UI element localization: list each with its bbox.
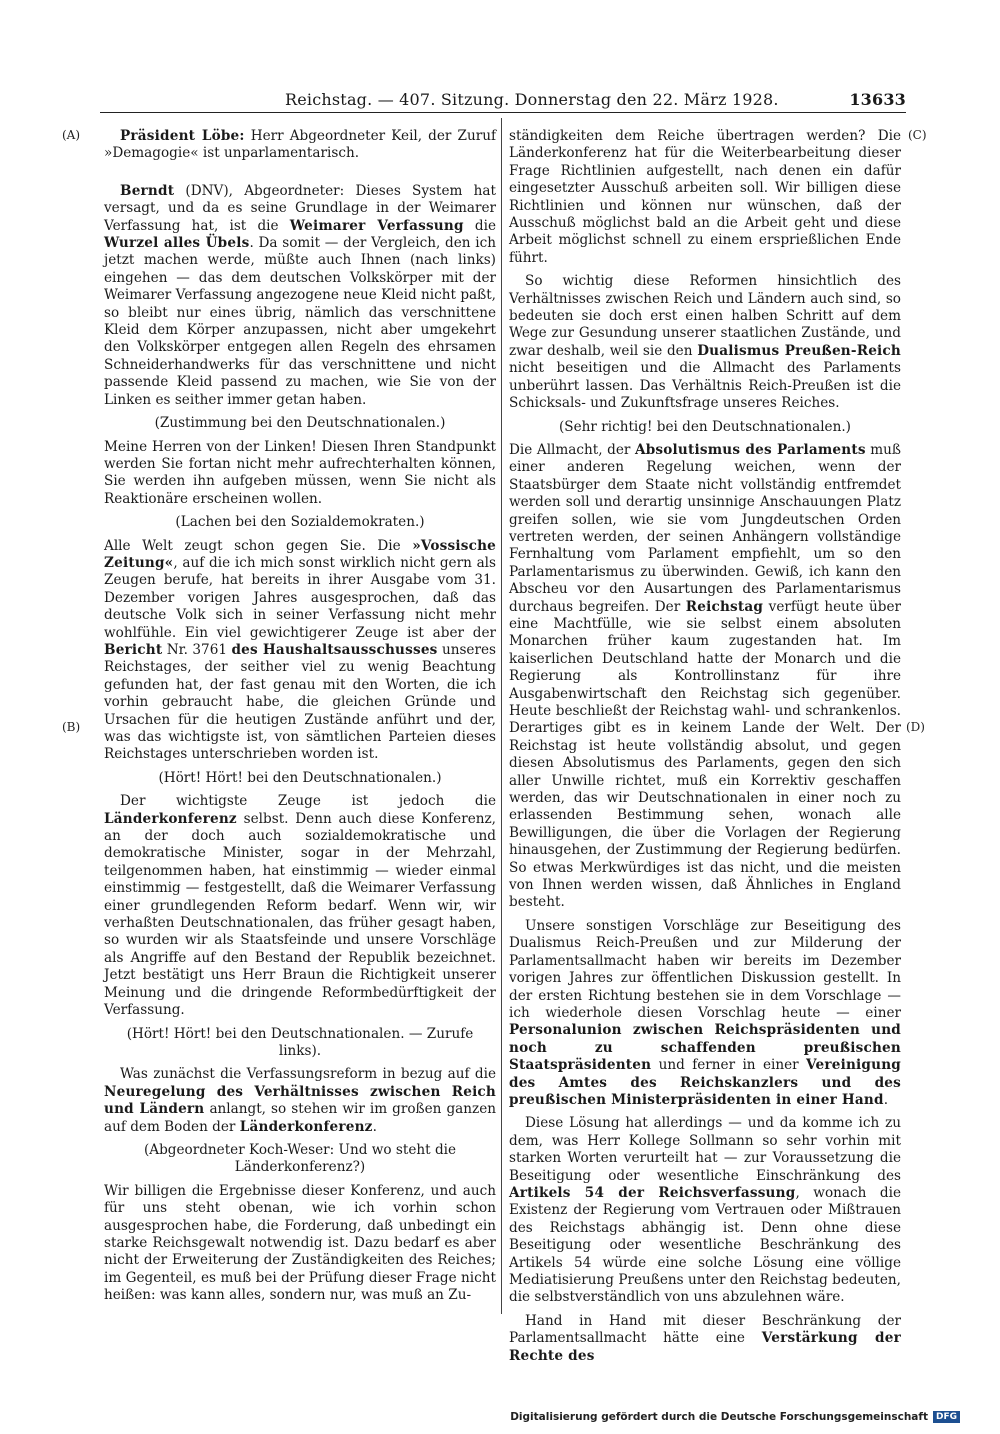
right-column [509,128,901,1371]
paragraph: Meine Herren von der Linken! Diesen Ihren Standpunkt werden Sie fortan nicht mehr aufrechterhalten können, Sie werden ihn aufgeben müssen, wenn Sie nicht als Reaktionäre erscheinen wollen. [104,438,496,507]
interjection: (Sehr richtig! bei den Deutschnationalen.) [559,418,851,435]
page-number: 13633 [849,90,906,109]
paragraph: Die Allmacht, der Absolutismus des Parlaments muß einer anderen Regelung weichen, wenn der Staatsbürger dem Staate nicht vollständig entfremdet werden soll und derartig unsinnige Anschauungen Platz greifen sollen, wie sie vom Jungdeutschen Orden vertreten werden, der seinen Anhängern vollständige Fernhaltung vom Parlament empfiehlt, um so den Parlamentarismus zu überwinden. Gewiß, ich kann den Abscheu vor den Ausartungen des Parlamentarismus durchaus begreifen. Der Reichstag verfügt heute über eine Machtfülle, wie sie selbst einem absoluten Monarchen früher kaum zugestanden hat. Im kaiserlichen Deutschland hatte der Monarch und die Regierung als Kontrollinstanz für ihre Ausgabenwirtschaft den Reichstag sich gegenüber. Heute beschließt der Reichstag wahl- und schrankenlos. Derartiges gibt es in keinem Lande der Welt. Der Reichstag ist heute vollständig absolut, und gegen diesen Absolutismus des Parlaments, gegen den sich aller Unwille richtet, muß ein Korrektiv geschaffen werden, das wir Deutschnationalen in einer noch zu erlassenden Bestimmung sehen, wonach alle Bewilligungen, die über die Vorlagen der Regierung hinausgehen, der Zustimmung der Regierung bedürfen. So etwas Merkwürdiges ist das nicht, und die meisten von Ihnen werden wissen, daß Ähnliches in England besteht. [509,441,902,911]
left-column [104,128,496,1311]
margin-mark-a: (A) [62,128,81,142]
paragraph: Berndt (DNV), Abgeordneter: Dieses System hat versagt, und da es seine Grundlage in der Weimarer Verfassung hat, ist die Weimarer Verfassung die Wurzel alles Übels. Da somit — der Vergleich, den ich jetzt machen werde, müßte auch Ihnen (nach links) eingehen — das dem deutschen Volkskörper mit der Weimarer Verfassung angezogene neue Kleid nicht paßt, so bleibt nur eines übrig, nämlich das verschnittene Kleid dem Körper anzupassen, nicht aber umgekehrt den Volkskörper entgegen allen Regeln des ehrsamen Schneiderhandwerks für das verschnittene und nicht passende Kleid passend zu machen, wie Sie von der Linken es seither immer getan haben. [104,182,497,408]
credit-text: Digitalisierung gefördert durch die Deutsche Forschungsgemeinschaft [510,1411,928,1423]
header-title: Reichstag. — 407. Sitzung. Donnerstag den 22. März 1928. [285,90,779,109]
dfg-logo: DFG [933,1411,960,1423]
paragraph: Unsere sonstigen Vorschläge zur Beseitigung des Dualismus Reich-Preußen und zur Milderung der Parlamentsallmacht haben wir bereits im Dezember vorigen Jahres zur öffentlichen Diskussion gestellt. In der ersten Richtung bestehen sie in dem Vorschlage — ich wiederhole diesen Vorschlag heute — einer Personalunion zwischen Reichspräsidenten und noch zu schaffenden preußischen Staatspräsidenten und ferner in einer Vereinigung des Amtes des Reichskanzlers und des preußischen Ministerpräsidenten in einer Hand. [509,917,901,1108]
speaker-name: Präsident Löbe: [120,128,245,144]
interjection: (Hört! Hört! bei den Deutschnationalen. — Zurufe links). [126,1025,474,1059]
paragraph: Diese Lösung hat allerdings — und da komme ich zu dem, was Herr Kollege Sollmann so sehr vorhin mit starken Worten verurteilt hat — zur Voraussetzung die Beseitigung oder wesentliche Einschränkung des Artikels 54 der Reichsverfassung, wonach die Existenz der Regierung vom Vertrauen oder Mißtrauen des Reichstags abhängig ist. Denn ohne diese Beseitigung oder wesentliche Beschränkung des Artikels 54 würde eine solche Lösung eine völlige Mediatisierung Preußens unter den Reichstag bedeuten, die selbstverständlich von uns abzulehnen wäre. [509,1115,902,1306]
paragraph: Was zunächst die Verfassungsreform in bezug auf die Neuregelung des Verhältnisses zwischen Reich und Ländern anlangt, so stehen wir im großen ganzen auf dem Boden der Länderkonferenz. [104,1066,496,1135]
column-divider [501,118,502,1314]
digitization-credit [510,1411,960,1423]
paragraph: Der wichtigste Zeuge ist jedoch die Länderkonferenz selbst. Denn auch diese Konferenz, an der doch auch sozialdemokratische und demokratische Minister, sogar in der Mehrzahl, teilgenommen haben, hat einstimmig — wieder einmal einstimmig — festgestellt, daß die Weimarer Verfassung einer grundlegenden Reform bedarf. Wenn wir, wir verhaßten Deutschnationalen, das früher gesagt haben, so wurden wir als Staatsfeinde und unsere Vorschläge als Angriffe auf den Bestand der Republik bezeichnet. Jetzt bestätigt uns Herr Braun die Richtigkeit unserer Meinung und die dringende Reformbedürftigkeit der Verfassung. [104,793,496,1019]
interjection: (Lachen bei den Sozialdemokraten.) [175,514,425,531]
margin-mark-b: (B) [62,720,81,734]
paragraph: Präsident Löbe: Herr Abgeordneter Keil, der Zuruf »Demagogie« ist unparlamentarisch. [104,128,496,162]
margin-mark-c: (C) [908,128,927,142]
speaker-name: Berndt [120,182,175,199]
page-header [100,90,906,113]
paragraph: Wir billigen die Ergebnisse dieser Konferenz, und auch für uns steht obenan, wie ich vorhin schon ausgesprochen habe, die Forderung, daß unbedingt ein starke Reichsgewalt notwendig ist. Dazu bedarf es aber nicht der Erweiterung der Zuständigkeiten des Reiches; im Gegenteil, es muß bei der Prüfung dieser Frage nicht heißen: was kann alles, sondern nur, was muß an Zu- [104,1182,496,1304]
interjection: (Hört! Hört! bei den Deutschnationalen.) [158,769,442,786]
paragraph: Alle Welt zeugt schon gegen Sie. Die »Vossische Zeitung«, auf die ich mich sonst wirklich nicht gern als Zeugen berufe, hat bereits in ihrer Ausgabe vom 31. Dezember vorigen Jahres ausgesprochen, daß das deutsche Volk sich in seiner Verfassung nicht mehr wohlfühle. Ein viel gewichtigerer Zeuge ist aber der Bericht Nr. 3761 des Haushaltsausschusses unseres Reichstages, der seither viel zu wenig Beachtung gefunden hat, der fast genau mit den Worten, die ich vorhin gebraucht habe, die gleichen Gründe und Ursachen für die heutigen Zustände anführt und der, was das wichtigste ist, von sämtlichen Parteien dieses Reichstages unterschrieben worden ist. [104,537,496,763]
paragraph: So wichtig diese Reformen hinsichtlich des Verhältnisses zwischen Reich und Ländern auch sind, so bedeuten sie doch erst einen halben Schritt auf dem Wege zur Gesundung unserer staatlichen Zustände, und zwar deshalb, weil sie den Dualismus Preußen-Reich nicht beseitigen und die Allmacht des Parlaments unberührt lassen. Das Verhältnis Reich-Preußen ist die Schicksals- und Zukunftsfrage unseres Reiches. [509,273,901,412]
interjection: (Zustimmung bei den Deutschnationalen.) [154,415,446,432]
paragraph: Hand in Hand mit dieser Beschränkung der Parlamentsallmacht hätte eine Verstärkung der Rechte des [509,1312,901,1364]
interjection: (Abgeordneter Koch-Weser: Und wo steht die Länderkonferenz?) [143,1141,457,1176]
margin-mark-d: (D) [906,720,925,734]
paragraph: ständigkeiten dem Reiche übertragen werden? Die Länderkonferenz hat für die Weiterbearbeitung dieser Frage Richtlinien aufgestellt, nach denen ein dafür eingesetzter Ausschuß arbeiten soll. Wir billigen diese Richtlinien und können nur wünschen, daß der Ausschuß möglichst bald an die Arbeit geht und diese Arbeit möglichst schnell zu einem ersprießlichen Ende führt. [509,128,901,266]
